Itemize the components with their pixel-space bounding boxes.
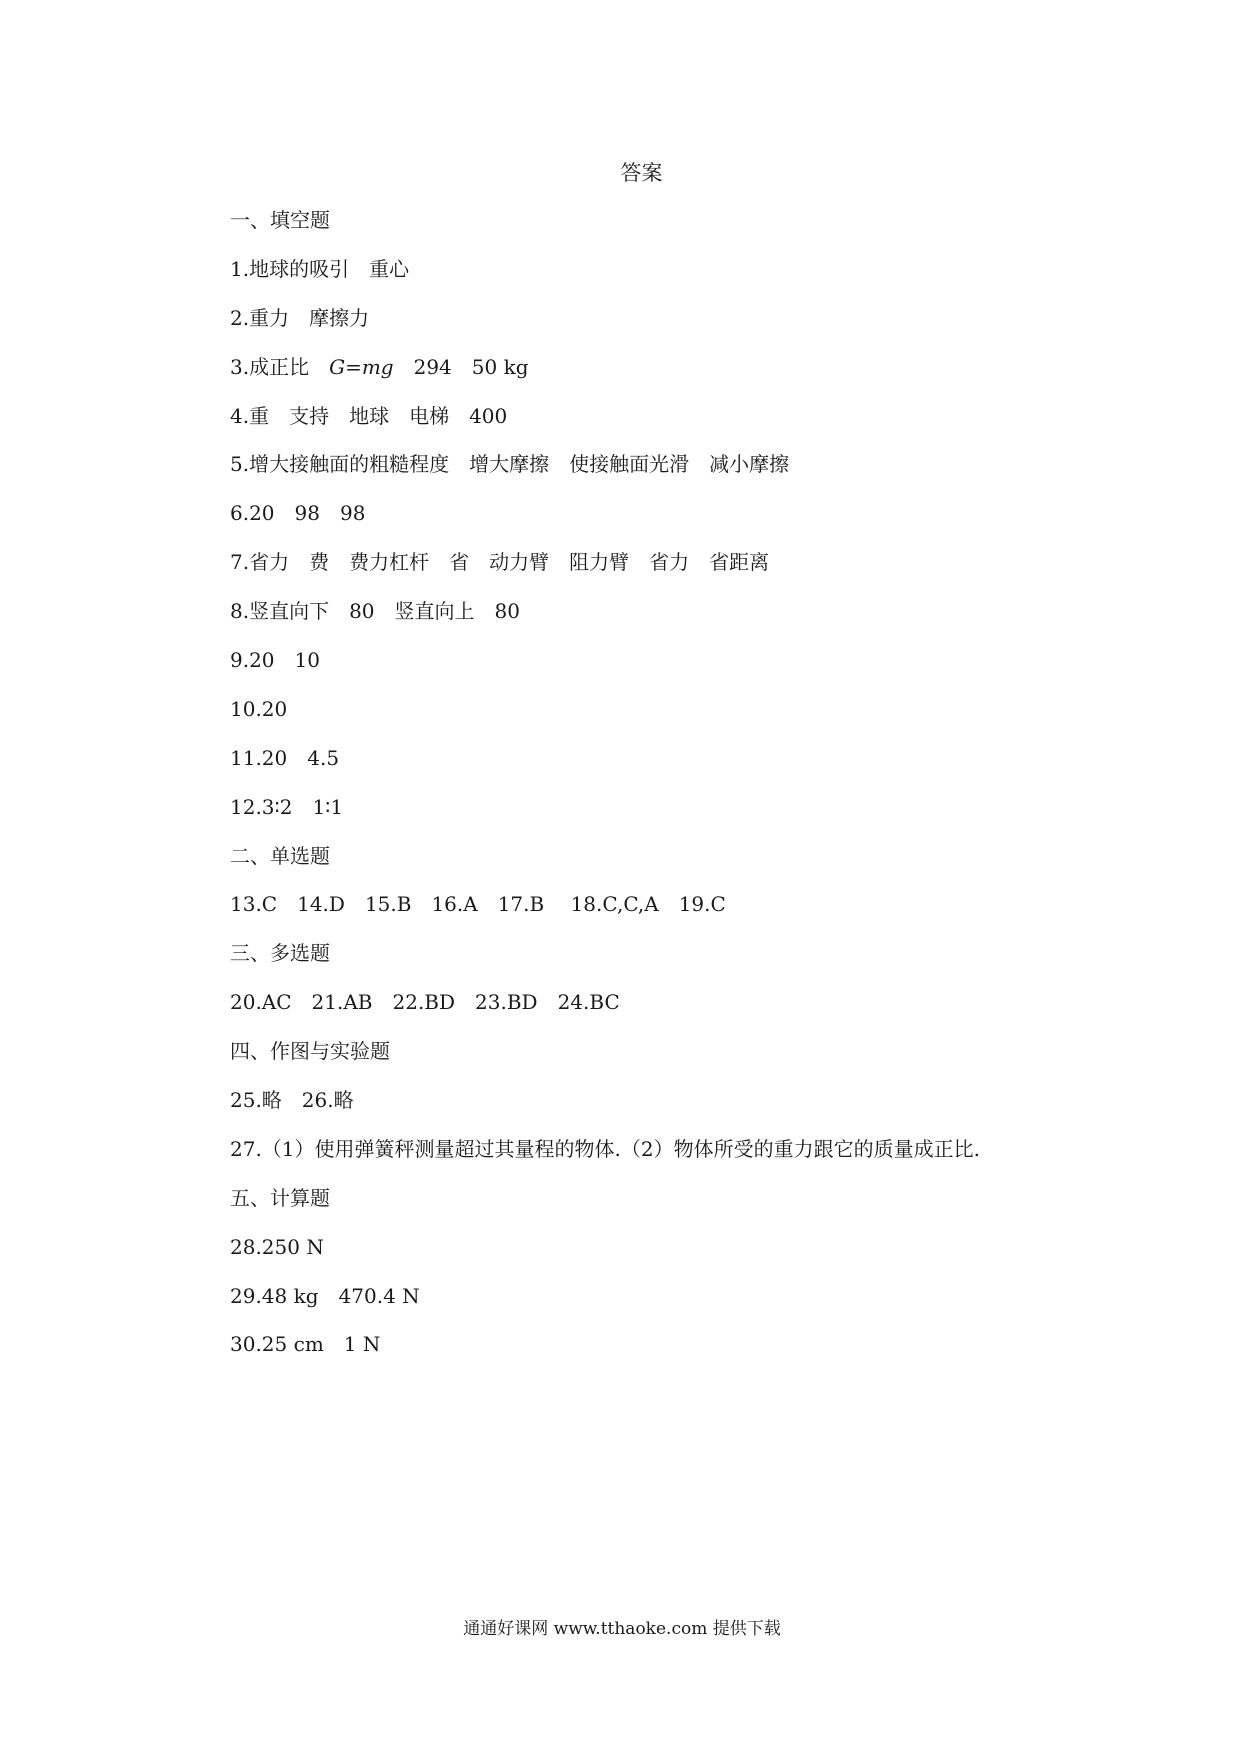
answer-line: 20.AC 21.AB 22.BD 23.BD 24.BC <box>230 990 620 1015</box>
answer-line: 30.25 cm 1 N <box>230 1332 381 1357</box>
answer-prefix: 3.成正比 <box>230 354 330 379</box>
section-heading-fill-blank: 一、填空题 <box>230 208 330 232</box>
section-heading-calculation: 五、计算题 <box>230 1185 330 1210</box>
section-heading-drawing-experiment: 四、作图与实验题 <box>230 1039 390 1064</box>
answer-line: 4.重 支持 地球 电梯 400 <box>230 403 508 428</box>
answer-line: 2.重力 摩擦力 <box>230 305 370 330</box>
formula: G=mg <box>329 354 394 379</box>
answer-line: 9.20 10 <box>230 648 320 673</box>
answer-line: 10.20 <box>230 696 288 721</box>
answer-line: 29.48 kg 470.4 N <box>230 1283 420 1308</box>
answer-sheet <box>230 206 1130 1379</box>
answer-line: 8.竖直向下 80 竖直向上 80 <box>230 599 520 624</box>
section-heading-single-choice: 二、单选题 <box>230 843 330 868</box>
answer-line: 7.省力 费 费力杠杆 省 动力臂 阻力臂 省力 省距离 <box>230 550 770 575</box>
answer-line: 25.略 26.略 <box>230 1088 354 1113</box>
answer-line: 13.C 14.D 15.B 16.A 17.B 18.C,C,A 19.C <box>230 892 726 917</box>
answer-line: 5.增大接触面的粗糙程度 增大摩擦 使接触面光滑 减小摩擦 <box>230 452 790 477</box>
page-title: 答案 <box>620 161 663 185</box>
answer-line: 6.20 98 98 <box>230 501 366 526</box>
answer-line: 27.（1）使用弹簧秤测量超过其量程的物体.（2）物体所受的重力跟它的质量成正比. <box>230 1136 980 1161</box>
answer-line: 11.20 4.5 <box>230 745 340 770</box>
answer-suffix: 294 50 kg <box>393 354 529 379</box>
answer-line: 28.250 N <box>230 1234 324 1259</box>
answer-line-formula <box>230 353 1130 402</box>
section-heading-multi-choice: 三、多选题 <box>230 941 330 966</box>
answer-line: 12.3∶2 1∶1 <box>230 794 344 819</box>
page-footer: 通通好课网 www.tthaoke.com 提供下载 <box>463 1619 781 1639</box>
answer-line: 1.地球的吸引 重心 <box>230 256 410 281</box>
